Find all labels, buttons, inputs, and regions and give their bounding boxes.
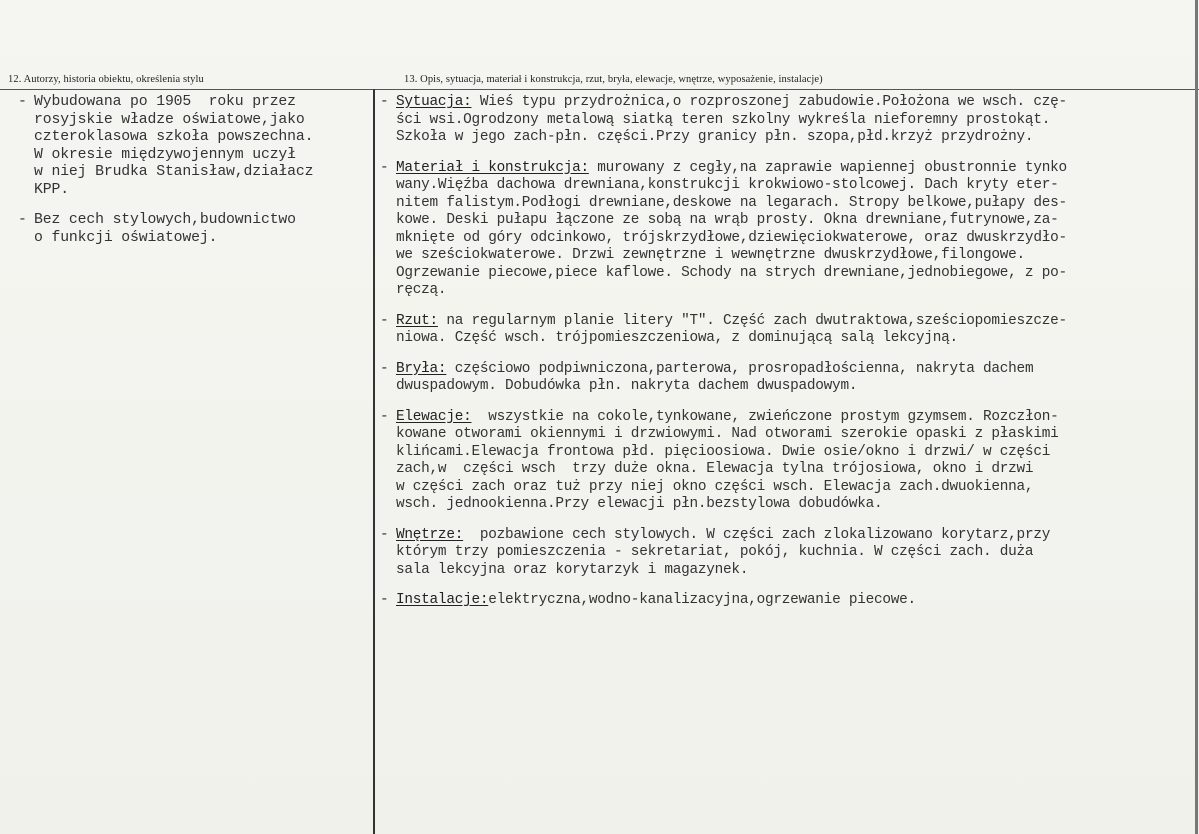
entry-dash: - [380,360,389,377]
line-text: w części zach oraz tuż przy niej okno części wsch. Elewacja zach.dwuokienna, [396,478,1034,495]
text-line [380,426,1195,444]
text-line [18,230,368,248]
line-text: którym trzy pomieszczenia - sekretariat, pokój, kuchnia. W części zach. duża [396,544,1034,560]
text-line [380,361,1195,379]
line-text: częściowo podpiwniczona,parterowa, prosropadłościenna, nakryta dachem [446,360,1034,377]
text-line [380,313,1195,331]
header-authors-history: 12. Autorzy, historia obiektu, określenia stylu [8,74,204,85]
line-text: rosyjskie władze oświatowe,jako [34,111,305,128]
entry-dash: - [380,159,389,176]
line-text: o funkcji oświatowej. [34,229,218,246]
line-text: sala lekcyjna oraz korytarzyk i magazynek. [396,561,749,578]
section-key: Elewacje: [396,408,472,425]
text-line [380,94,1195,112]
line-text: Ogrzewanie piecowe,piece kaflowe. Schody na strych drewniane,jednobiegowe, z po- [396,264,1067,281]
text-line [380,330,1195,348]
text-line [380,195,1195,213]
line-text: wany.Więźba dachowa drewniana,konstrukcji krokwiowo-stolcowej. Dach kryty eter- [396,177,1059,193]
line-text: klińcami.Elewacja frontowa płd. pięcioosiowa. Dwie osie/okno i drzwi/ w części [396,443,1051,460]
entry-dash: - [18,94,27,110]
entry [18,94,368,199]
text-line [18,212,368,230]
entry [380,361,1195,396]
line-text: KPP. [34,181,69,198]
entry-dash: - [380,312,389,329]
header-description: 13. Opis, sytuacja, materiał i konstrukcja, rzut, bryła, elewacje, wnętrze, wyposażenie, instalacje) [404,74,823,85]
text-line [380,160,1195,178]
entry-dash: - [380,94,389,110]
text-line [18,94,368,112]
section-key: Materiał i konstrukcja: [396,159,589,176]
text-line [380,230,1195,248]
line-text: elektryczna,wodno-kanalizacyjna,ogrzewanie piecowe. [488,592,916,608]
line-text: wszystkie na cokole,tynkowane, zwieńczone prostym gzymsem. Rozczłon- [471,408,1059,425]
text-line [380,544,1195,562]
text-line [18,112,368,130]
left-column [18,94,368,260]
text-line [380,177,1195,195]
line-text: dwuspadowym. Dobudówka płn. nakryta dachem dwuspadowym. [396,378,858,394]
entry-dash: - [380,526,389,543]
text-line [18,182,368,200]
text-line [380,461,1195,479]
line-text: niowa. Część wsch. trójpomieszczeniowa, z dominującą salą lekcyjną. [396,330,958,346]
text-line [380,409,1195,427]
text-line [380,592,1195,610]
entry [380,409,1195,514]
top-rule [0,89,1199,90]
entry-dash: - [380,408,389,425]
line-text: kowe. Deski pułapu łączone ze sobą na wrąb prosty. Okna drewniane,futrynowe,za- [396,212,1059,228]
line-text: kowane otworami okiennymi i drzwiowymi. Nad otworami szerokie opaski z płaskimi [396,426,1059,442]
line-text: Wybudowana po 1905 roku przez [34,94,296,110]
text-line [380,378,1195,396]
text-line [18,129,368,147]
line-text: Szkoła w jego zach-płn. części.Przy granicy płn. szopa,płd.krzyż przydrożny. [396,129,1034,145]
entry [380,592,1195,610]
entry-dash: - [380,592,389,608]
text-line [380,212,1195,230]
line-text: mknięte od góry odcinkowo, trójskrzydłowe,dziewięciokwaterowe, oraz dwuskrzydło- [396,229,1067,246]
entry [380,527,1195,580]
section-key: Wnętrze: [396,526,464,543]
entry [380,94,1195,147]
right-column [380,94,1195,623]
line-text: we sześciokwaterowe. Drzwi zewnętrzne i wewnętrzne dwuskrzydłowe,filongowe. [396,247,1025,263]
section-key: Bryła: [396,360,447,377]
column-divider [373,89,375,834]
line-text: Wieś typu przydrożnica,o rozproszonej zabudowie.Położona we wsch. czę- [471,94,1067,110]
entry [380,313,1195,348]
entry-dash: - [18,212,27,228]
line-text: W okresie międzywojennym uczył [34,146,296,163]
text-line [380,562,1195,580]
line-text: murowany z cegły,na zaprawie wapiennej obustronnie tynko [588,159,1067,176]
entry [18,212,368,247]
line-text: pozbawione cech stylowych. W części zach zlokalizowano korytarz,przy [463,526,1051,543]
line-text: zach,w części wsch trzy duże okna. Elewacja tylna trójosiowa, okno i drzwi [396,461,1034,477]
line-text: na regularnym planie litery "T". Część zach dwutraktowa,sześciopomieszcze- [437,312,1067,329]
text-line [380,527,1195,545]
text-line [380,247,1195,265]
text-line [380,129,1195,147]
right-edge [1195,0,1198,834]
section-key: Sytuacja: [396,94,472,110]
text-line [380,479,1195,497]
text-line [380,282,1195,300]
text-line [380,444,1195,462]
line-text: nitem falistym.Podłogi drewniane,deskowe na legarach. Stropy belkowe,pułapy des- [396,194,1067,211]
line-text: ręczą. [396,282,447,298]
line-text: Bez cech stylowych,budownictwo [34,212,296,228]
entry [380,160,1195,300]
line-text: ści wsi.Ogrodzony metalową siatką teren szkolny wykreśla nieforemny prostokąt. [396,111,1051,128]
text-line [18,147,368,165]
text-line [380,265,1195,283]
section-key: Rzut: [396,312,438,329]
line-text: w niej Brudka Stanisław,działacz [34,164,314,180]
text-line [380,112,1195,130]
text-line [18,164,368,182]
line-text: wsch. jednookienna.Przy elewacji płn.bezstylowa dobudówka. [396,496,883,512]
line-text: czteroklasowa szkoła powszechna. [34,129,314,145]
text-line [380,496,1195,514]
section-key: Instalacje: [396,592,489,608]
